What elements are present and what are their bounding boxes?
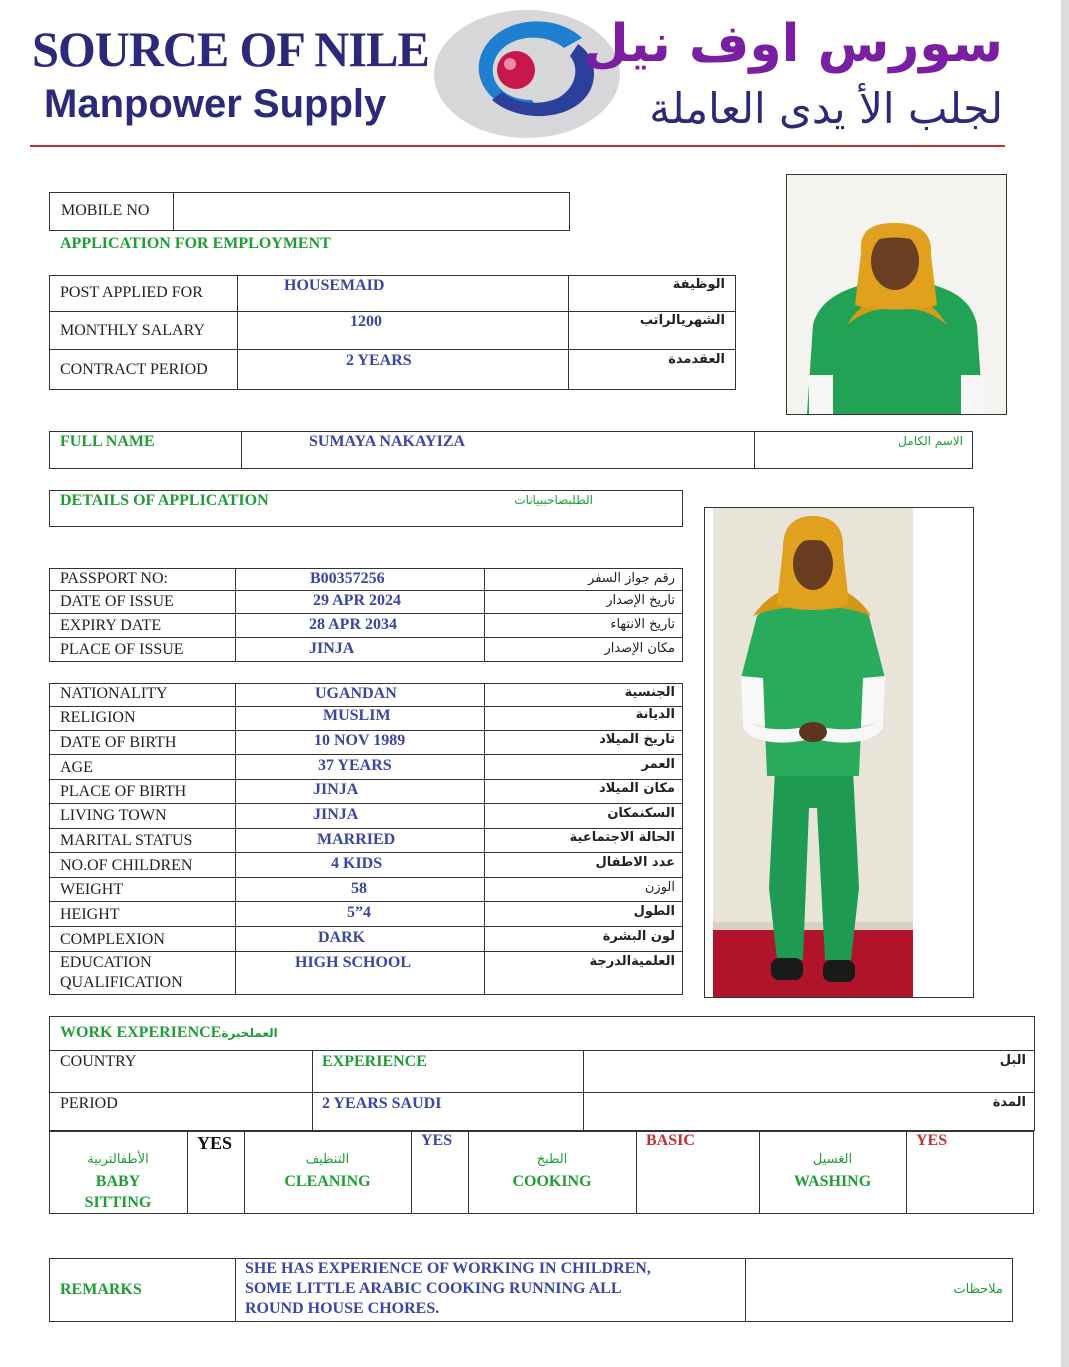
header-divider (30, 145, 1005, 147)
period-value: 2 YEARS SAUDI (322, 1095, 442, 1112)
complexion-ar: لون البشرة (602, 929, 675, 944)
nationality-label: NATIONALITY (60, 685, 168, 702)
passport-no-ar: رقم جواز السفر (588, 571, 675, 586)
children-value: 4 KIDS (331, 855, 383, 872)
nationality-ar: الجنسية (624, 685, 675, 700)
passport-no-label: PASSPORT NO: (60, 570, 168, 587)
education-label-line1: EDUCATION (60, 954, 152, 971)
skill-baby-sitting-line2: SITTING (84, 1194, 152, 1211)
post-applied-label: POST APPLIED FOR (60, 284, 203, 301)
skill-cooking-label: COOKING (512, 1173, 592, 1190)
skill-cleaning-label: CLEANING (284, 1173, 371, 1190)
religion-label: RELIGION (60, 709, 136, 726)
expiry-date-value: 28 APR 2034 (309, 616, 397, 633)
expiry-date-label: EXPIRY DATE (60, 617, 162, 634)
skill-cooking-level: BASIC (646, 1132, 695, 1149)
issue-date-label: DATE OF ISSUE (60, 593, 174, 610)
salary-ar: الشهريالراتب (639, 313, 725, 328)
passport-no-value: B00357256 (310, 570, 385, 587)
skill-cleaning-ar: التنظيف (305, 1152, 350, 1167)
skill-washing-level: YES (916, 1132, 948, 1149)
mobile-label: MOBILE NO (61, 202, 150, 219)
height-value: 5”4 (347, 904, 371, 921)
skill-washing-ar: الغسيل (812, 1152, 853, 1167)
salary-value: 1200 (350, 313, 382, 330)
marital-status-ar: الحالة الاجتماعية (569, 830, 675, 845)
complexion-label: COMPLEXION (60, 931, 165, 948)
work-experience-title-en: WORK EXPERIENCE (60, 1024, 222, 1041)
living-town-value: JINJA (313, 806, 359, 823)
issue-date-ar: تاريخ الإصدار (606, 593, 675, 608)
period-label: PERIOD (60, 1095, 118, 1112)
page-edge (1061, 0, 1069, 1367)
full-name-ar: الاسم الكامل (898, 434, 963, 448)
full-name-label: FULL NAME (60, 433, 155, 450)
remarks-line2: SOME LITTLE ARABIC COOKING RUNNING ALL (245, 1280, 622, 1297)
nationality-value: UGANDAN (315, 685, 397, 702)
skill-washing-label: WASHING (793, 1173, 872, 1190)
contract-ar: العقدمدة (668, 352, 725, 367)
brand-tagline-en: Manpower Supply (44, 82, 387, 126)
place-of-issue-ar: مكان الإصدار (604, 641, 675, 656)
work-experience-title (60, 1024, 278, 1042)
place-of-issue-label: PLACE OF ISSUE (60, 641, 184, 658)
marital-status-value: MARRIED (317, 831, 396, 848)
country-value: EXPERIENCE (322, 1053, 427, 1070)
post-applied-value: HOUSEMAID (284, 277, 385, 294)
full-body-photo (713, 508, 913, 997)
remarks-line1: SHE HAS EXPERIENCE OF WORKING IN CHILDREN, (245, 1260, 651, 1277)
education-label-line2: QUALIFICATION (60, 974, 183, 991)
form-title: APPLICATION FOR EMPLOYMENT (60, 235, 331, 252)
place-of-birth-ar: مكان الميلاد (598, 781, 675, 796)
contract-value: 2 YEARS (346, 352, 412, 369)
complexion-value: DARK (318, 929, 366, 946)
religion-ar: الديانة (635, 707, 675, 722)
expiry-date-ar: تاريخ الانتهاء (610, 617, 675, 632)
details-ar: الطلبصاحببيانات (514, 493, 593, 507)
height-label: HEIGHT (60, 906, 120, 923)
place-of-birth-label: PLACE OF BIRTH (60, 783, 187, 800)
marital-status-label: MARITAL STATUS (60, 832, 193, 849)
brand-title-ar: سورس اوف نيل (583, 14, 1003, 74)
country-label: COUNTRY (60, 1053, 137, 1070)
age-label: AGE (60, 759, 93, 776)
skill-cleaning-level: YES (421, 1132, 453, 1149)
living-town-ar: السكنمكان (607, 806, 675, 821)
children-label: NO.OF CHILDREN (60, 857, 193, 874)
details-label: DETAILS OF APPLICATION (60, 492, 269, 509)
contract-label: CONTRACT PERIOD (60, 361, 208, 378)
post-applied-ar: الوظيفة (672, 277, 725, 292)
salary-label: MONTHLY SALARY (60, 322, 205, 339)
dob-value: 10 NOV 1989 (314, 732, 406, 749)
dob-label: DATE OF BIRTH (60, 734, 177, 751)
age-value: 37 YEARS (318, 757, 392, 774)
height-ar: الطول (633, 904, 675, 919)
full-name-value: SUMAYA NAKAYIZA (309, 433, 466, 450)
skill-baby-sitting-ar: الأطفالتربية (87, 1152, 149, 1167)
issue-date-value: 29 APR 2024 (313, 592, 401, 609)
brand-tagline-ar: لجلب الأ يدى العاملة (649, 84, 1003, 133)
portrait-photo (787, 175, 1006, 414)
remarks-ar: ملاحظات (953, 1282, 1003, 1297)
skill-baby-sitting-level: YES (197, 1133, 233, 1153)
remarks-line3: ROUND HOUSE CHORES. (245, 1300, 440, 1317)
children-ar: عدد الاطفال (595, 855, 675, 870)
country-ar: البل (999, 1053, 1026, 1068)
work-experience-title-ar: العملخبرة (221, 1026, 278, 1040)
period-ar: المدة (992, 1095, 1026, 1110)
brand-title-en: SOURCE OF NILE (32, 21, 429, 77)
education-ar: العلميةالدرجة (589, 954, 675, 969)
weight-label: WEIGHT (60, 881, 124, 898)
living-town-label: LIVING TOWN (60, 807, 167, 824)
age-ar: العمر (641, 757, 675, 772)
skill-cooking-ar: الطبخ (536, 1152, 568, 1167)
weight-value: 58 (351, 880, 367, 897)
education-value: HIGH SCHOOL (295, 954, 412, 971)
place-of-issue-value: JINJA (309, 640, 355, 657)
remarks-label: REMARKS (60, 1281, 142, 1298)
full-name-row (49, 431, 973, 469)
dob-ar: تاريخ الميلاد (599, 732, 675, 747)
place-of-birth-value: JINJA (313, 781, 359, 798)
skill-baby-sitting-line1: BABY (95, 1173, 141, 1190)
weight-ar: الوزن (644, 880, 675, 895)
religion-value: MUSLIM (323, 707, 391, 724)
